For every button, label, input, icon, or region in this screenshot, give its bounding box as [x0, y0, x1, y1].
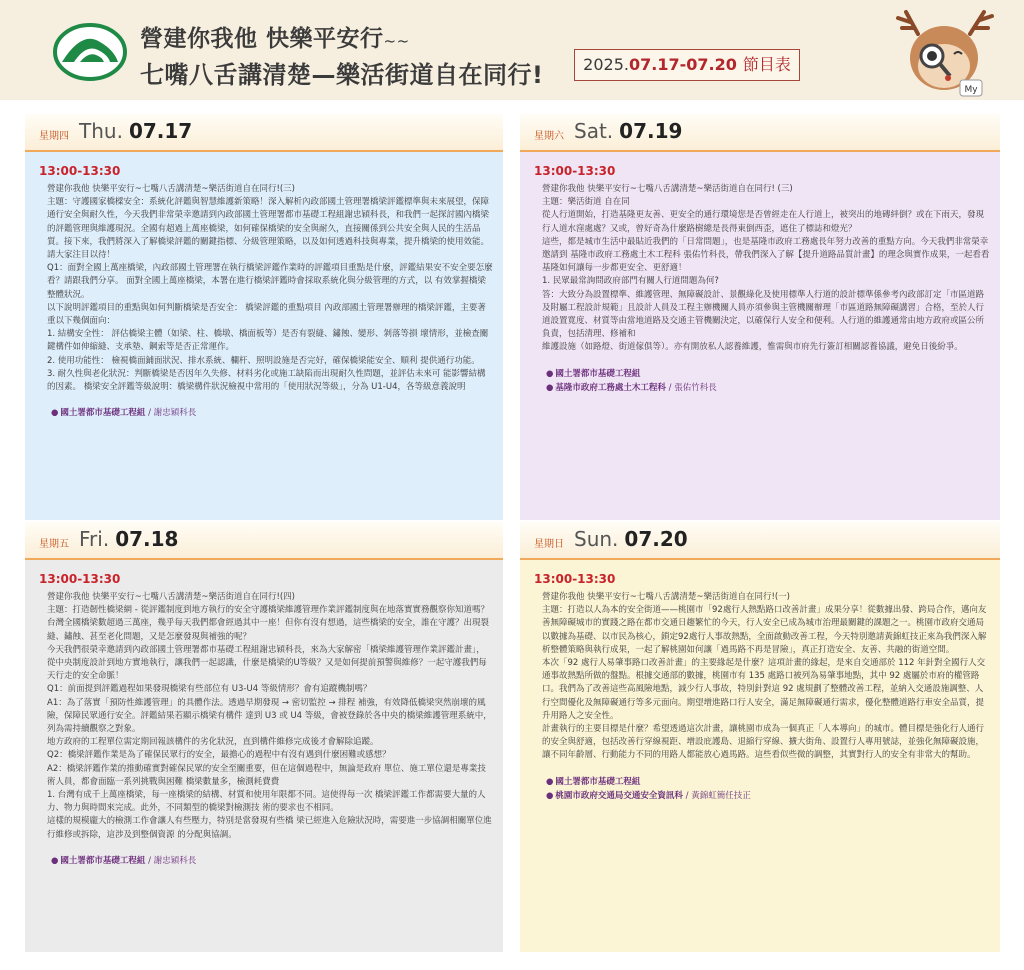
day-card-friday [25, 522, 503, 952]
guest-credits [39, 854, 493, 868]
time-slot: 13:00-13:30 [534, 164, 616, 178]
weekday-label: 星期四 [39, 131, 69, 142]
program-paragraph: 1. 結構安全性： 評估橋梁主體（如梁、柱、橋墩、橋面板等）是否有裂縫、鏽蝕、變形、剝落等損 壞情形，並檢查關鍵構件如伸縮縫、支承墊、鋼索等是否正常運作。 [47, 329, 489, 353]
date-prefix: 2025. [583, 55, 629, 74]
day-date: 07.19 [619, 119, 683, 143]
guest-credit: ● 桃園市政府交通局交通安全資訊科 / 黃錦虹簡任技正 [546, 790, 751, 801]
guest-credits [534, 367, 990, 395]
day-card-header [520, 522, 1000, 560]
guest-credits [39, 406, 493, 420]
day-card-sunday [520, 522, 1000, 952]
bullet-icon: ● [51, 408, 59, 419]
bullet-icon: ● [546, 382, 554, 393]
reindeer-mascot-icon [888, 4, 1008, 102]
program-paragraph: 維護設施（如路燈、街道傢俱等）。亦有開放私人認養維護，惟需與市府先行簽訂相關認養協議，避免日後紛爭。 [542, 342, 963, 353]
day-card-body [39, 572, 493, 868]
weekday-label: 星期六 [534, 131, 564, 142]
guest-person: 謝忠穎科長 [153, 408, 197, 419]
program-paragraph: 計畫執行的主要目標是什麼？希望透過這次計畫，讓桃園市成為一個真正「人本導向」的城市。體目標是強化行人通行的安全與舒適，包括改善行穿線視距、增設庇護島、退縮行穿線、擴大街角、設置行人專用號誌，並強化無障礙設施，讓不同年齡層、行動能力不同的用路人都能放心過馬路。這些看似些微的調整，其實對行人的安全有非常大的幫助。 [542, 724, 985, 761]
day-title [79, 527, 178, 551]
program-date-box [574, 49, 800, 81]
bullet-icon: ● [546, 368, 554, 379]
program-paragraph: Q1：面對全國上萬座橋梁，內政部國土管理署在執行橋梁評鑑作業時的評鑑項目重點是什麼，評鑑結果安不安全要怎麼看？請跟我們分享。 面對全國上萬座橋梁，本署在進行橋梁評鑑時會採取系統化與分級管理的方式，以 有效掌握橋梁整體狀況。 [47, 263, 493, 300]
bullet-icon: ● [546, 790, 554, 801]
program-paragraph: 營建你我他 快樂平安行~七嘴八舌講清楚~樂活街道自在同行!(四) [47, 592, 295, 602]
header-banner [0, 0, 1024, 100]
guest-credit: ● 國土署都市基礎工程組 / 謝忠穎科長 [51, 855, 197, 866]
construction-agency-logo-icon [52, 22, 128, 82]
day-date: 07.20 [624, 527, 688, 551]
day-of-week: Sun. [574, 527, 619, 551]
program-paragraph: 主題：打造以人為本的安全街道——桃園市「92處行人熱點路口改善計畫」成果分享！從數據出發、跨局合作，邁向友善無障礙城市的實踐之路在都市交通日趨繁忙的今天，行人安全已成為城市治理最關鍵的課題之一。桃園市政府交通局以數據為基礎、以市民為核心，鎖定92處行人事故熱點，全面啟動改善工程，今天特別邀請黃錦虹技正來為我們深入解析整體策略與執行成果，一起了解桃園如何讓「過馬路不再是冒險」，真正打造安全、友善、共融的街道空間。 [542, 605, 987, 655]
guest-credit [546, 367, 990, 381]
guest-organization: 國土署都市基礎工程組 [60, 855, 146, 866]
program-paragraph: 今天我們很榮幸邀請到內政部國土管理署都市基礎工程組謝忠穎科長，來為大家解密「橋梁維護管理作業評鑑計畫」，從中央制度設計到地方實地執行，讓我們一起認識，什麼是橋梁的U等級？又是如何提前預警與維修？一起守護我們每天行走的安全命脈！ [47, 644, 487, 682]
program-paragraph: 1. 台灣有成千上萬座橋梁，每一座橋梁的結構、材質和使用年限都不同。這使得每一次 橋梁評鑑工作都需要大量的人力、物力與時間來完成。此外，不同類型的橋梁對檢測技 術的要求也不相同。 [47, 790, 486, 814]
day-card-header [25, 522, 503, 560]
day-of-week: Sat. [574, 119, 614, 143]
time-slot: 13:00-13:30 [39, 164, 121, 178]
bullet-icon: ● [546, 776, 554, 787]
guest-credit [546, 775, 990, 789]
guest-credit: ● 國土署都市基礎工程組 / 謝忠穎科長 [51, 408, 197, 419]
program-description [534, 591, 990, 763]
time-slot: 13:00-13:30 [39, 572, 121, 586]
weekday-label: 星期五 [39, 539, 69, 550]
day-title [574, 527, 688, 551]
program-paragraph: 2. 使用功能性： 檢視橋面鋪面狀況、排水系統、欄杆、照明設施是否完好，確保橋梁能安全、順利 提供通行功能。 [47, 355, 480, 366]
program-paragraph: 地方政府的工程單位需定期回報該構件的劣化狀況，直到構件維修完成後才會解除追蹤。 [47, 737, 379, 748]
banner-title-line1-text: 營建你我他 快樂平安行 [140, 26, 384, 52]
program-paragraph: Q2：橋梁評鑑作業是為了確保民眾行的安全，最擔心的過程中有沒有遇到什麼困難或感想？ [47, 750, 391, 761]
day-card-header [520, 114, 1000, 152]
mascot-badge-text: My [964, 85, 978, 95]
day-card-body [534, 164, 990, 395]
day-of-week: Fri. [79, 527, 110, 551]
program-paragraph: 這樣的規模龐大的檢測工作會讓人有些壓力，特別是當發現有些橋 梁已經進入危險狀況時，需要進一步協調相關單位進行維修或拆除，這涉及到整個資源 的分配與協調。 [47, 816, 492, 840]
guest-organization: 國土署都市基礎工程組 [60, 408, 146, 419]
program-paragraph: 1. 民眾最常詢問政府部門有關人行道問題為何? [542, 276, 719, 287]
program-paragraph: 營建你我他 快樂平安行~七嘴八舌講清楚~樂活街道自在同行! (三) [542, 184, 793, 194]
program-label: 節目表 [742, 55, 791, 74]
day-card-thursday [25, 114, 503, 520]
time-slot: 13:00-13:30 [534, 572, 616, 586]
guest-person: 黃錦虹簡任技正 [691, 790, 751, 801]
banner-title-line1 [140, 20, 410, 53]
program-paragraph: 答：大致分為設置標準、維護管理、無障礙設計、景觀綠化及使用標準人行道的設計標準係參考內政部訂定「市區道路及附屬工程設計規範」且設計人員及工程主辦機關人員亦須參與主管機關辦理「市區道路無障礙講習」合格，至於人行道設置寬度、材質等由當地道路及交通主管機關決定，以確保行人安全和便利。人行道的維護通常由地方政府或區公所負責，包括清理、修補和 [542, 289, 985, 340]
guest-organization: 基隆市政府工務處土木工程科 [555, 382, 666, 393]
weekday-label: 星期日 [534, 539, 564, 550]
program-description [39, 183, 493, 394]
program-paragraph: 主題：打造韌性橋梁網 - 從評鑑制度到地方執行的安全守護橋梁維護管理作業評鑑制度與在地落實實務觀察你知道嗎？台灣全國橋梁數超過三萬座，幾乎每天我們都會經過其中一座！但你有沒有想過，這些橋梁的安全，誰在守護？出現裂縫、鏽蝕、甚至老化問題，又是怎麼發現與補強的呢？ [47, 605, 490, 642]
day-title [574, 119, 682, 143]
banner-title-tilde: ~~ [383, 32, 410, 50]
program-paragraph: 營建你我他 快樂平安行~七嘴八舌講清楚~樂活街道自在同行!(一) [542, 592, 790, 602]
program-paragraph: 本次「92 處行人易肇事路口改善計畫」的主要緣起是什麼？這項計畫的緣起，是來自交通部於 112 年針對全國行人交通事故熱點所做的盤點。根據交通部的數據，桃園市有 135 處路口被列為易肇事地點，其中 92 處屬於市府的權管路口。我們為了改善這些高風險地點，減少行人事故，特別針對這 92 處規劃了整體改善工程，並納入交通設施調整、人行空間優化及無障礙通行等多元面向。期望增進路口行人安全，滿足無障礙通行需求，優化整體道路行車安全品質，提升用路人之安全性。 [542, 658, 986, 721]
program-paragraph: 營建你我他 快樂平安行~七嘴八舌講清楚~樂活街道自在同行!(三) [47, 184, 295, 194]
guest-organization: 國土署都市基礎工程組 [555, 368, 641, 379]
bullet-icon: ● [51, 855, 59, 866]
program-paragraph: 3. 耐久性與老化狀況：判斷橋梁是否因年久失修、材料劣化或施工缺陷而出現耐久性問題，並評估未來可 能影響結構的因素。 橋梁安全評鑑等級說明：橋梁構件狀況檢視中常用的「使用狀況等級」，分為 U1-U4，各等級意義說明 [47, 368, 486, 393]
program-paragraph: A2：橋梁評鑑作業的推動確實對確保民眾的安全至關重要，但在這個過程中，無論是政府 單位、施工單位還是專業技術人員，都會面臨一系列挑戰與困難 橋梁數量多，檢測耗費費 [47, 763, 486, 787]
day-card-body [39, 164, 493, 420]
day-title [79, 119, 192, 143]
guest-credit: ● 基隆市政府工務處土木工程科 / 張佑竹科長 [546, 382, 717, 393]
program-paragraph: 從人行道開始，打造基隆更友善、更安全的通行環境您是否曾經走在人行道上，被突出的地磚絆倒？或在下雨天，發現行人道水窪處處？又或，曾好奇為什麼路樹總是長得東倒西歪，遮住了標誌和燈光？ [542, 210, 985, 234]
guest-organization: 桃園市政府交通局交通安全資訊科 [555, 790, 683, 801]
program-paragraph: 主題：守護國家橋樑安全：系統化評鑑與智慧維護新策略！深入解析內政部國土管理署橋梁評鑑標準與未來展望，保障通行安全與耐久性，今天我們非常榮幸邀請到內政部國土管理署都市基礎工程組謝忠穎科長，和我們一起探討國內橋梁的評鑑管理與維護現況。全國有超過上萬座橋梁，如何確保橋梁的安全與耐久，直接關係到公共安全與人民的生活品質。接下來，我們將深入了解橋梁評鑑的關鍵指標、分級管理策略，以及如何透過科技與專業，提升橋梁的使用效能。請大家注目以待！ [47, 197, 490, 261]
program-paragraph: Q1：前面提到評鑑過程如果發現橋梁有些部位有 U3-U4 等級情形？會有追蹤機制嗎？ [47, 684, 372, 695]
program-paragraph: 以下說明評鑑項目的重點與如何判斷橋梁是否安全： 橋梁評鑑的重點項目 內政部國土管理署辦理的橋梁評鑑，主要著重以下幾個面向： [47, 302, 486, 327]
banner-title-line2: 七嘴八舌講清楚—樂活街道自在同行! [140, 61, 544, 89]
date-range: 07.17-07.20 [628, 55, 737, 74]
guest-person: 謝忠穎科長 [153, 855, 197, 866]
program-description [39, 591, 493, 842]
program-paragraph: 主題：樂活街道 自在同 [542, 197, 630, 208]
day-card-body [534, 572, 990, 803]
program-paragraph: A1：為了落實「預防性維護管理」的具體作法。透過早期發現 → 密切監控 → 排程 補強，有效降低橋梁突然崩壞的風險，保障民眾通行安全。評鑑結果若顯示橋梁有構件 達到 U3 或 U4 等級，會被登錄於各中央的橋梁維護管理系統中，列為需持續觀察之對象。 [47, 697, 492, 735]
day-card-header [25, 114, 503, 152]
guest-person: 張佑竹科長 [674, 382, 717, 393]
day-date: 07.18 [115, 527, 179, 551]
program-paragraph: 這些，都是城市生活中最貼近我們的「日常問題」，也是基隆市政府工務處長年努力改善的重點方向。今天我們非常榮幸邀請到 基隆市政府工務處土木工程科 張佑竹科長，帶我們深入了解【提升道路品質計畫】的理念與實作成果，一起看看基隆如何讓每一步都更安全、更舒適！ [542, 236, 990, 274]
guest-organization: 國土署都市基礎工程組 [555, 776, 641, 787]
day-date: 07.17 [128, 119, 193, 143]
guest-credits [534, 775, 990, 803]
day-of-week: Thu. [79, 119, 123, 143]
program-description [534, 183, 990, 355]
day-card-saturday [520, 114, 1000, 520]
